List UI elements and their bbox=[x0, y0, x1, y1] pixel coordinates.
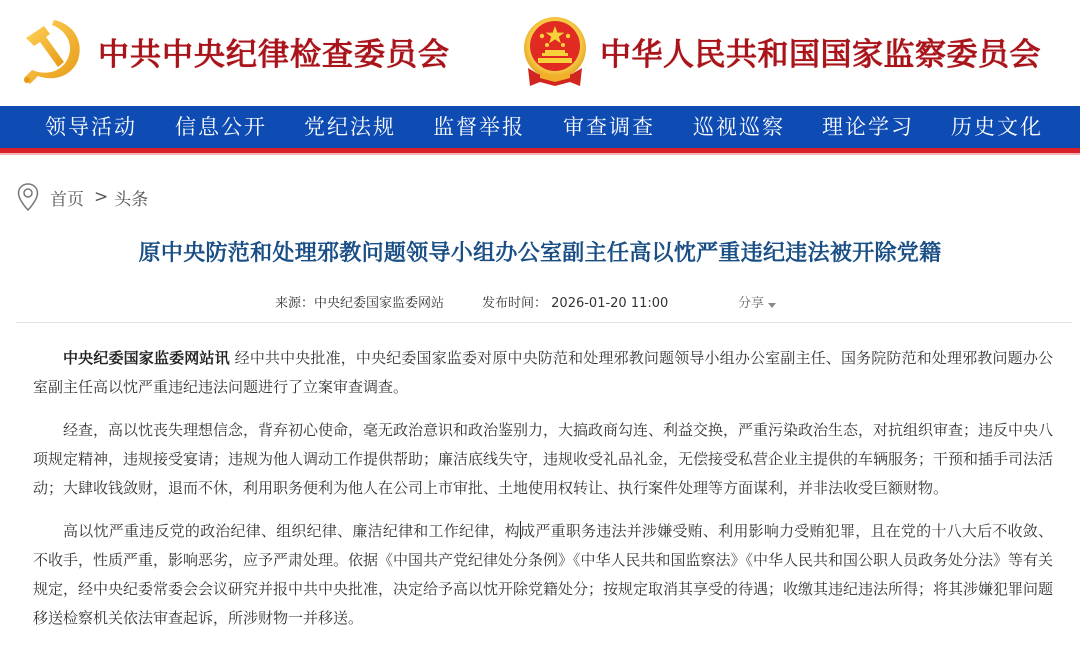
article-source: 来源：中央纪委国家监委网站 bbox=[275, 296, 445, 311]
share-button[interactable] bbox=[738, 294, 776, 314]
article-lead: 中央纪委国家监委网站讯 bbox=[63, 349, 230, 367]
ccdi-title: 中共中央纪律检查委员会 bbox=[98, 36, 450, 73]
nav-item-leadership[interactable]: 领导活动 bbox=[45, 115, 137, 139]
publish-time-label: 发布时间： bbox=[482, 296, 548, 311]
article-paragraph-1 bbox=[33, 344, 1053, 402]
article-publish-time bbox=[482, 294, 668, 314]
nsc-title: 中华人民共和国国家监察委员会 bbox=[600, 36, 1041, 73]
breadcrumb-separator: > bbox=[94, 187, 109, 207]
caret-down-icon bbox=[768, 303, 776, 308]
national-emblem-icon bbox=[520, 12, 590, 90]
share-label: 分享 bbox=[738, 296, 765, 311]
article-paragraph-3 bbox=[33, 517, 1053, 633]
paragraph-3-text-a: 高以忱严重违反党的政治纪律、组织纪律、廉洁纪律和工作纪律，构 bbox=[63, 522, 520, 540]
nav-item-info-disclosure[interactable]: 信息公开 bbox=[175, 115, 267, 139]
nsc-brand[interactable] bbox=[520, 8, 1041, 94]
masthead bbox=[0, 0, 1080, 106]
main-nav bbox=[0, 106, 1080, 148]
nav-item-party-regulations[interactable]: 党纪法规 bbox=[304, 115, 396, 139]
party-emblem-icon bbox=[16, 12, 86, 90]
paragraph-1-text: 经中共中央批准，中央纪委国家监委对原中央防范和处理邪教问题领导小组办公室副主任、国务院防范和处理邪教问题办公室副主任高以忱严重违纪违法问题进行了立案审查调查。 bbox=[33, 349, 1053, 396]
paragraph-3-text-b: 成严重职务违法并涉嫌受贿、利用影响力受贿犯罪，且在党的十八大后不收敛、不收手，性质严重，影响恶劣，应予严肃处理。依据《中国共产党纪律处分条例》《中华人民共和国监察法》《中华人民共和国公职人员政务处分法》等有关规定，经中央纪委常委会会议研究并报中共中央批准，决定给予高以忱开除党籍处分；按规定取消其享受的待遇；收缴其违纪违法所得；将其涉嫌犯罪问题移送检察机关依法审查起诉，所涉财物一并移送。 bbox=[33, 522, 1054, 627]
nav-item-theory-study[interactable]: 理论学习 bbox=[822, 115, 914, 139]
breadcrumb bbox=[16, 182, 148, 212]
publish-time-value: 2026-01-20 11:00 bbox=[551, 296, 669, 311]
nav-item-history-culture[interactable]: 历史文化 bbox=[951, 115, 1043, 139]
article-divider bbox=[16, 322, 1072, 323]
nav-item-inspection[interactable]: 巡视巡察 bbox=[693, 115, 785, 139]
article-title: 原中央防范和处理邪教问题领导小组办公室副主任高以忱严重违纪违法被开除党籍 bbox=[138, 241, 942, 266]
breadcrumb-home[interactable]: 首页 bbox=[50, 189, 84, 210]
location-pin-icon bbox=[16, 182, 40, 212]
article-body bbox=[33, 344, 1053, 647]
breadcrumb-current: 头条 bbox=[114, 189, 149, 210]
nav-item-report[interactable]: 监督举报 bbox=[433, 115, 525, 139]
nav-item-investigation[interactable]: 审查调查 bbox=[563, 115, 655, 139]
nav-pink-stripe bbox=[0, 153, 1080, 155]
ccdi-brand[interactable] bbox=[16, 8, 450, 94]
article-paragraph-2: 经查，高以忱丧失理想信念，背弃初心使命，毫无政治意识和政治鉴别力，大搞政商勾连、利益交换，严重污染政治生态，对抗组织审查；违反中央八项规定精神，违规接受宴请；违规为他人调动工作提供帮助；廉洁底线失守，违规收受礼品礼金，无偿接受私营企业主提供的车辆服务；干预和插手司法活动；大肆收钱敛财，退而不休，利用职务便利为他人在公司上市审批、土地使用权转让、执行案件处理等方面谋利，并非法收受巨额财物。 bbox=[33, 421, 1054, 497]
